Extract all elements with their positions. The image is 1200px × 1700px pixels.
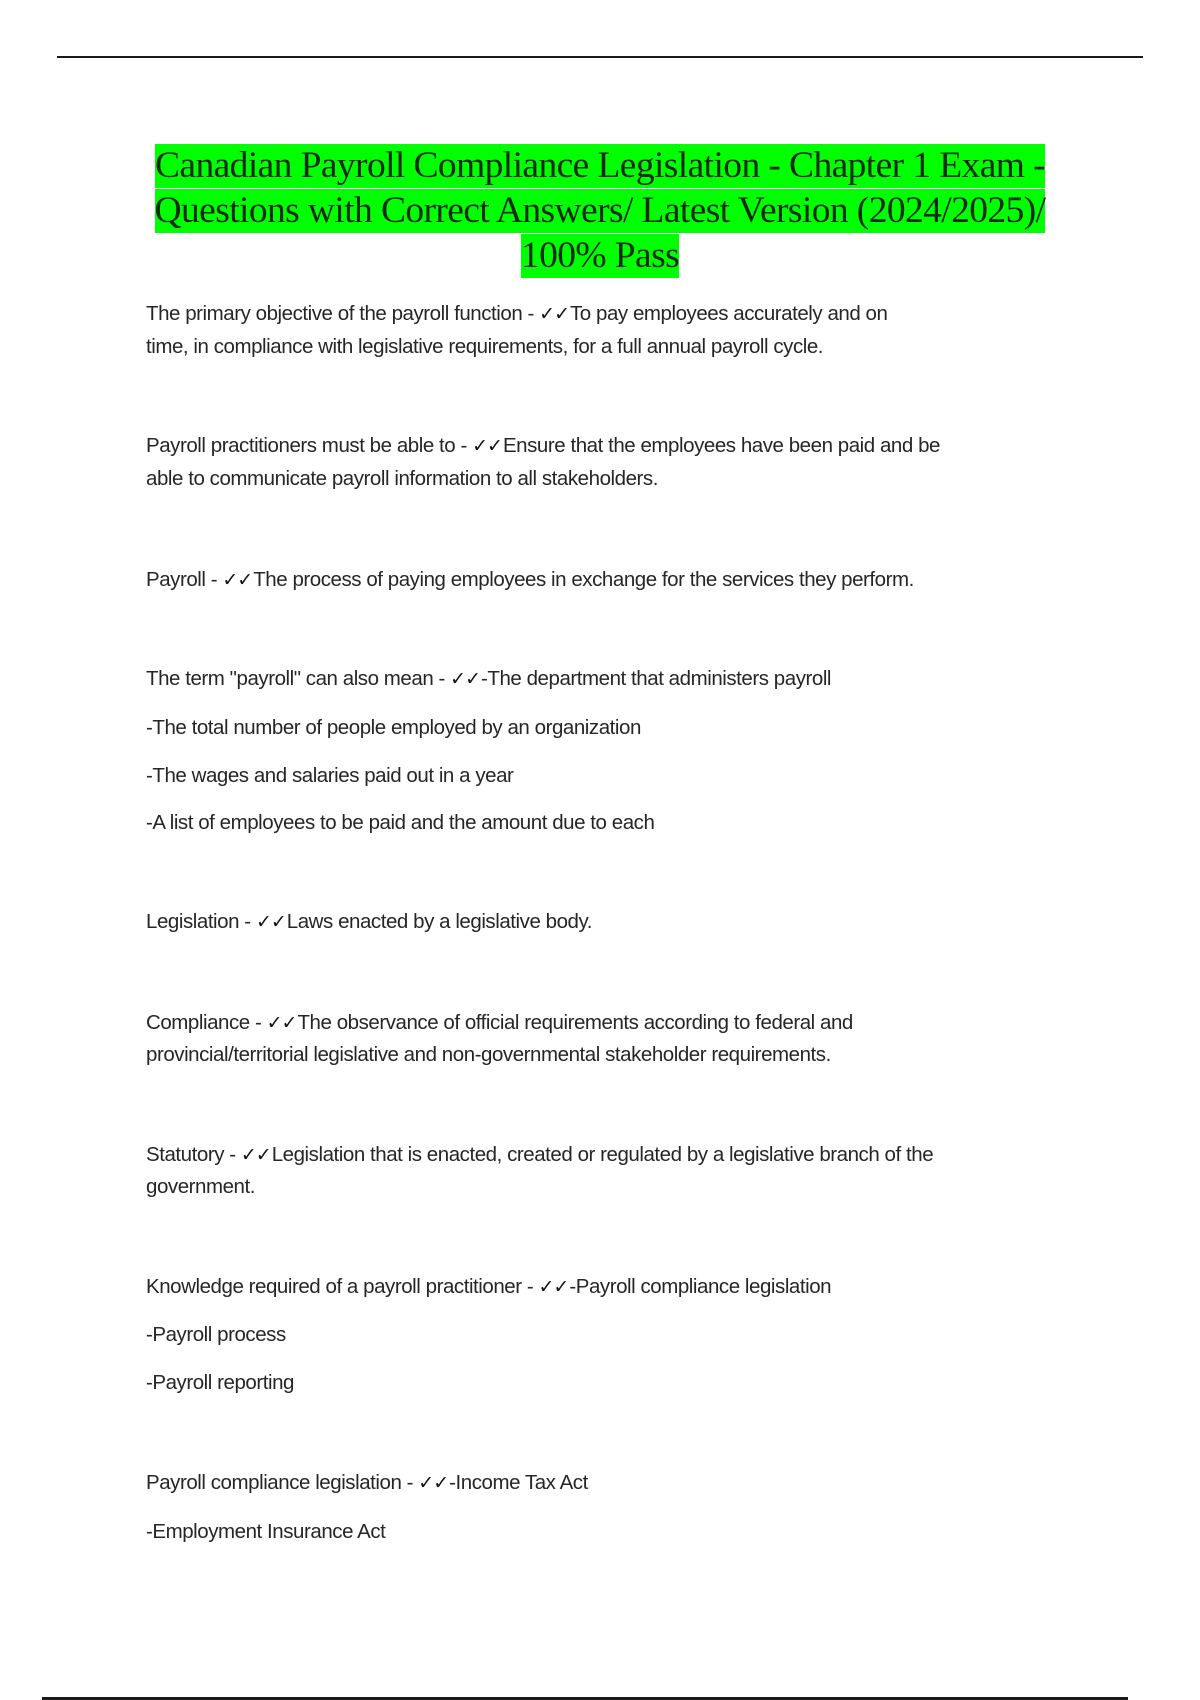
qa-entry-legislation — [146, 910, 592, 934]
double-check-icon: ✓✓ — [222, 569, 253, 591]
question-term: The term "payroll" can also mean - — [146, 667, 451, 690]
answer-text: Legislation that is enacted, created or regulated by a legislative branch of the — [271, 1143, 934, 1166]
answer-text: The process of paying employees in exchange for the services they perform. — [253, 568, 914, 591]
question-term: Payroll compliance legislation - — [146, 1471, 419, 1494]
top-horizontal-rule — [57, 56, 1143, 58]
qa-entry-primary-objective — [146, 302, 887, 326]
answer-text: Laws enacted by a legislative body. — [286, 910, 593, 933]
answer-continuation: able to communicate payroll information to all stakeholders. — [146, 467, 658, 490]
answer-text: -The department that administers payroll — [481, 667, 832, 690]
qa-entry-payroll — [146, 568, 914, 592]
title-line-3: 100% Pass — [520, 235, 680, 276]
double-check-icon: ✓✓ — [450, 668, 480, 690]
question-term: Payroll - — [146, 568, 223, 591]
answer-text: To pay employees accurately and on — [570, 302, 888, 325]
question-term: Compliance - — [146, 1011, 267, 1034]
document-title — [120, 143, 1080, 278]
answer-continuation: time, in compliance with legislative requirements, for a full annual payroll cycle. — [146, 335, 824, 358]
question-term: Statutory - — [146, 1143, 241, 1166]
double-check-icon: ✓✓ — [418, 1472, 449, 1494]
answer-continuation: government. — [146, 1175, 256, 1198]
double-check-icon: ✓✓ — [255, 911, 286, 933]
answer-list-item: -A list of employees to be paid and the amount due to each — [146, 811, 655, 834]
qa-entry-compliance-legislation — [146, 1471, 588, 1495]
question-term: Payroll practitioners must be able to - — [146, 434, 473, 457]
answer-text: -Payroll compliance legislation — [569, 1275, 832, 1298]
question-term: Knowledge required of a payroll practitioner - — [146, 1275, 539, 1298]
qa-entry-compliance — [146, 1011, 853, 1035]
answer-text: -Income Tax Act — [449, 1471, 588, 1494]
answer-list-item: -Employment Insurance Act — [146, 1520, 386, 1543]
answer-list-item: -The wages and salaries paid out in a year — [146, 764, 514, 787]
double-check-icon: ✓✓ — [539, 303, 569, 325]
title-line-1: Canadian Payroll Compliance Legislation - Chapter 1 Exam - — [155, 145, 1045, 186]
answer-list-item: -Payroll reporting — [146, 1371, 294, 1394]
question-term: Legislation - — [146, 910, 256, 933]
answer-continuation: provincial/territorial legislative and non-governmental stakeholder requirements. — [146, 1043, 831, 1066]
double-check-icon: ✓✓ — [472, 435, 502, 457]
qa-entry-term-payroll — [146, 667, 831, 691]
answer-text: Ensure that the employees have been paid and be — [502, 434, 940, 457]
qa-entry-practitioners-must — [146, 434, 940, 458]
double-check-icon: ✓✓ — [266, 1012, 297, 1034]
answer-text: The observance of official requirements according to federal and — [297, 1011, 853, 1034]
answer-list-item: -Payroll process — [146, 1323, 286, 1346]
title-line-2: Questions with Correct Answers/ Latest Version (2024/2025)/ — [154, 190, 1046, 231]
double-check-icon: ✓✓ — [240, 1144, 271, 1166]
qa-entry-statutory — [146, 1143, 933, 1167]
qa-entry-knowledge-required — [146, 1275, 831, 1299]
answer-list-item: -The total number of people employed by an organization — [146, 716, 641, 739]
question-term: The primary objective of the payroll function - — [146, 302, 540, 325]
double-check-icon: ✓✓ — [538, 1276, 569, 1298]
